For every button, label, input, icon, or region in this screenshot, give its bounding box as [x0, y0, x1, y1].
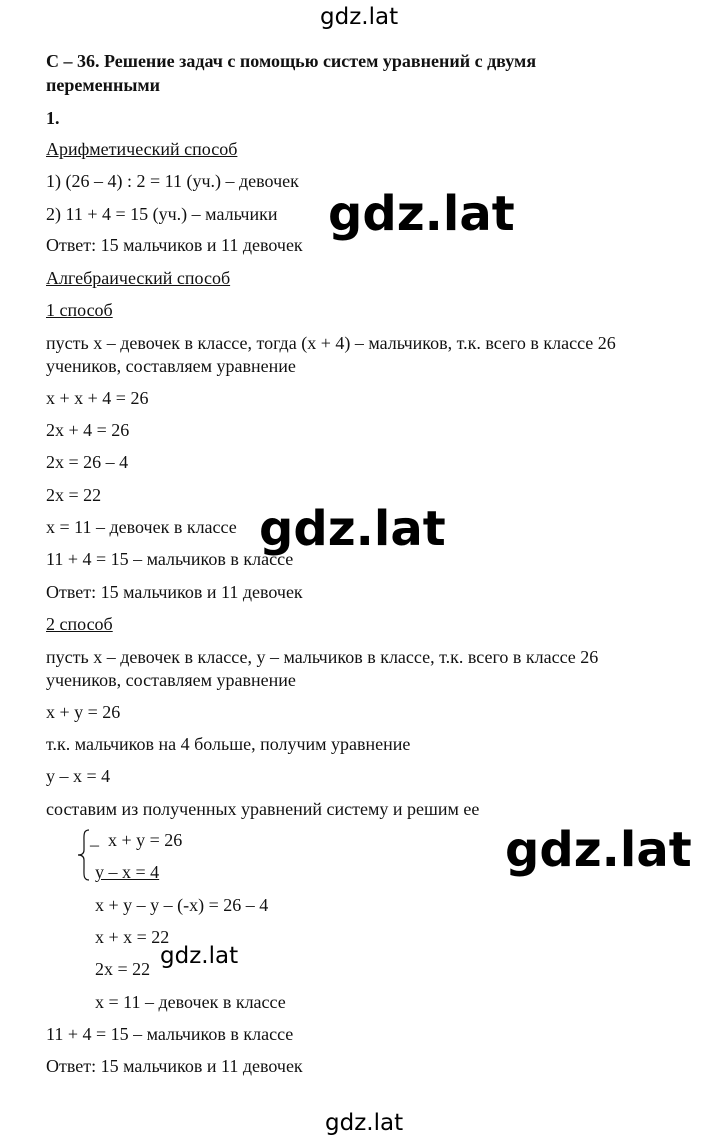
solution-step4: х = 11 – девочек в классе	[95, 992, 286, 1012]
page-title-line2: переменными	[46, 75, 161, 95]
arith-step2: 2) 11 + 4 = 15 (уч.) – мальчики	[46, 204, 278, 224]
arith-step1: 1) (26 – 4) : 2 = 11 (уч.) – девочек	[46, 171, 299, 191]
way1-eq2: 2х + 4 = 26	[46, 420, 130, 440]
solution-step1: х + у – у – (-х) = 26 – 4	[95, 895, 269, 915]
way1-eq6: 11 + 4 = 15 – мальчиков в классе	[46, 549, 294, 569]
system-eq1: х + у = 26	[108, 830, 183, 850]
watermark-large-3: gdz.lat	[505, 822, 692, 878]
arith-heading: Арифметический способ	[46, 139, 238, 159]
way2-eq1: х + у = 26	[46, 702, 121, 722]
way1-eq1: х + х + 4 = 26	[46, 388, 149, 408]
way1-eq3: 2х = 26 – 4	[46, 452, 129, 472]
watermark-large-2: gdz.lat	[259, 501, 446, 557]
way2-intro-line1: пусть х – девочек в классе, у – мальчиков в классе, т.к. всего в классе 26	[46, 647, 599, 667]
way1-intro-line2: учеников, составляем уравнение	[46, 356, 296, 376]
task-number: 1.	[46, 108, 60, 128]
solution-step5: 11 + 4 = 15 – мальчиков в классе	[46, 1024, 294, 1044]
watermark-bottom: gdz.lat	[325, 1110, 404, 1136]
system-brace-icon	[76, 828, 90, 882]
arith-answer: Ответ: 15 мальчиков и 11 девочек	[46, 235, 303, 255]
way2-system-note: составим из полученных уравнений систему и решим ее	[46, 799, 480, 819]
system-eq2: у – х = 4	[95, 862, 160, 882]
way2-eq2: у – х = 4	[46, 766, 111, 786]
way2-intro-line2: учеников, составляем уравнение	[46, 670, 296, 690]
way1-answer: Ответ: 15 мальчиков и 11 девочек	[46, 582, 303, 602]
watermark-large-1: gdz.lat	[328, 186, 515, 242]
watermark-small: gdz.lat	[160, 943, 239, 969]
solution-step2: х + х = 22	[95, 927, 170, 947]
way1-intro-line1: пусть х – девочек в классе, тогда (х + 4) – мальчиков, т.к. всего в классе 26	[46, 333, 616, 353]
alg-heading: Алгебраический способ	[46, 268, 231, 288]
watermark-top: gdz.lat	[320, 4, 399, 30]
way1-eq4: 2х = 22	[46, 485, 102, 505]
page-title-line1: С – 36. Решение задач с помощью систем уравнений с двумя	[46, 51, 537, 71]
way1-eq5: х = 11 – девочек в классе	[46, 517, 237, 537]
way2-note: т.к. мальчиков на 4 больше, получим уравнение	[46, 734, 411, 754]
solution-step3: 2х = 22	[95, 959, 151, 979]
way1-heading: 1 способ	[46, 300, 113, 320]
system-minus-sign: _	[90, 828, 99, 848]
way2-heading: 2 способ	[46, 614, 113, 634]
way2-answer: Ответ: 15 мальчиков и 11 девочек	[46, 1056, 303, 1076]
